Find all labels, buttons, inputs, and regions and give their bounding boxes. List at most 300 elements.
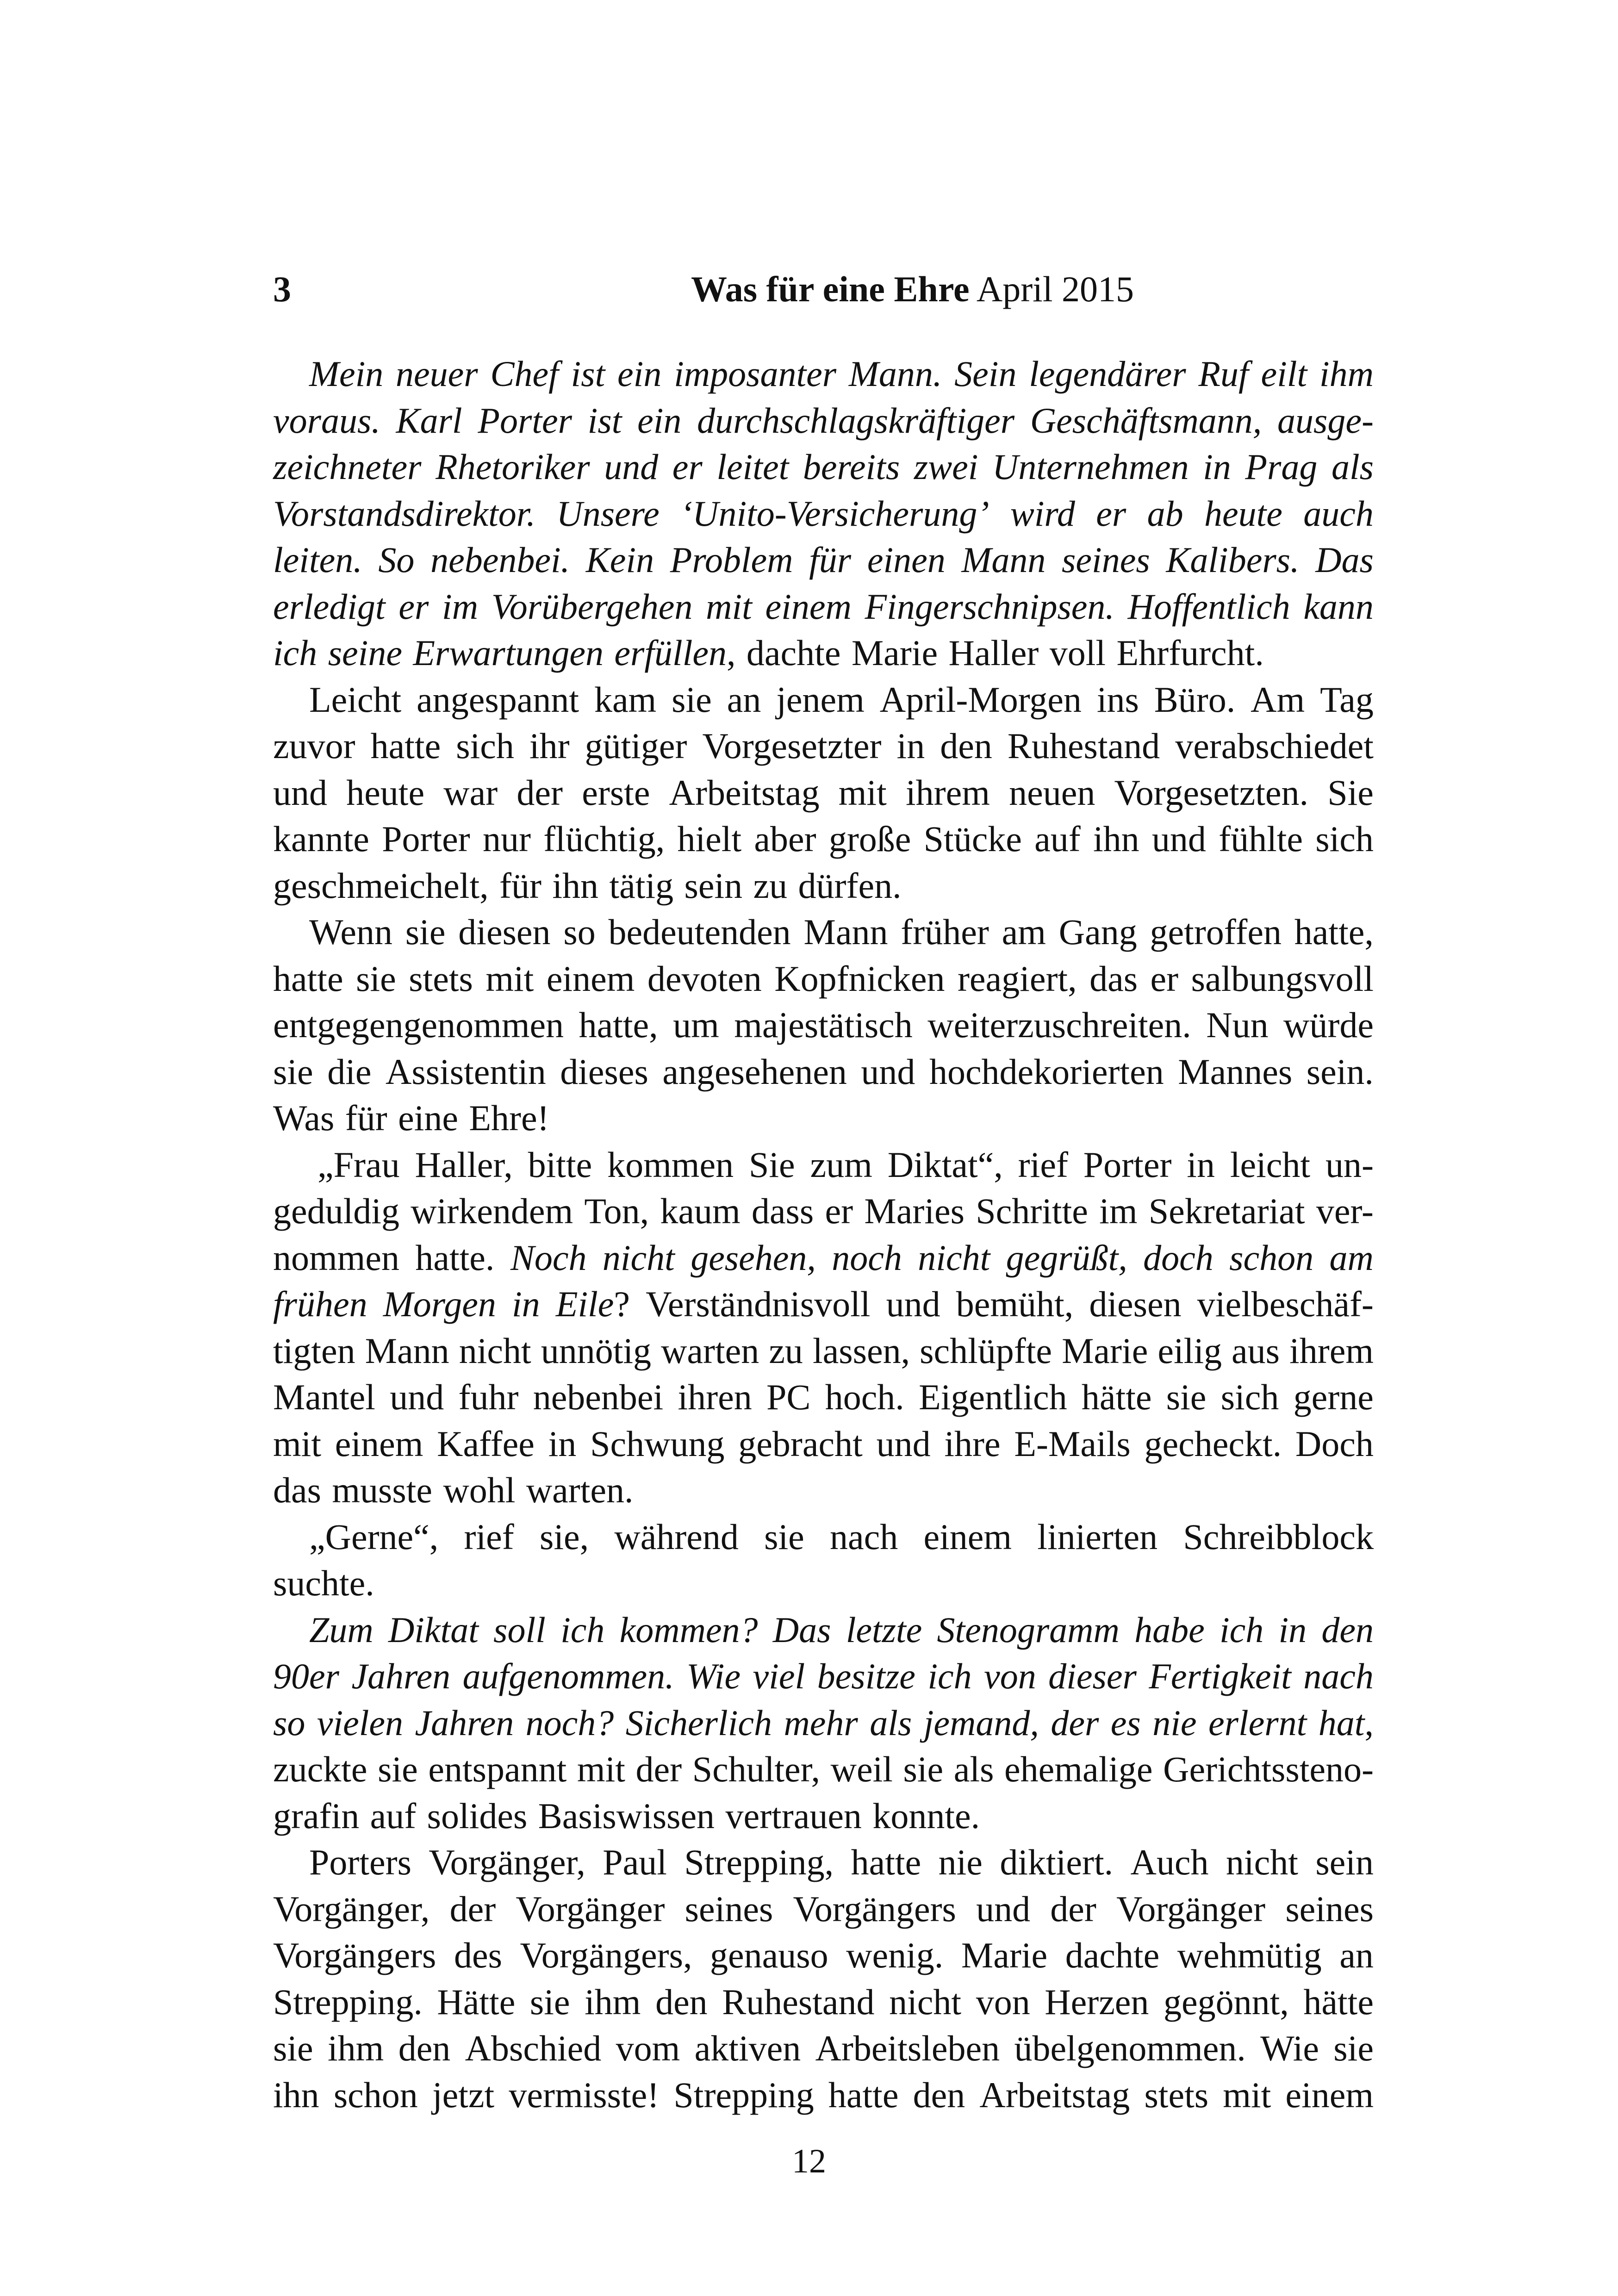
word <box>1245 444 1317 491</box>
word <box>428 1746 566 1793</box>
word <box>1000 1839 1113 1886</box>
word <box>417 677 579 723</box>
word <box>1164 1979 1289 2026</box>
word <box>1030 398 1262 444</box>
italic-text: So <box>378 540 415 580</box>
word <box>669 770 820 816</box>
regular-text: salbungsvoll <box>1191 958 1374 999</box>
regular-text: warten <box>661 1330 759 1371</box>
text-line <box>273 816 1374 863</box>
word <box>493 1607 546 1654</box>
regular-text: hoch. <box>825 1377 904 1417</box>
word <box>1149 1653 1291 1700</box>
word <box>927 1002 1191 1049</box>
regular-text: sie <box>273 1051 313 1092</box>
regular-text: verabschiedet <box>1175 726 1374 766</box>
word <box>798 863 902 909</box>
word <box>1083 1142 1172 1188</box>
word <box>334 2072 418 2119</box>
word <box>684 1839 834 1886</box>
word <box>309 1514 438 1561</box>
word <box>803 444 900 491</box>
regular-text: für <box>345 1098 387 1138</box>
word <box>388 1607 479 1654</box>
italic-text: erfüllen <box>614 633 727 673</box>
text-line <box>273 909 1374 956</box>
word <box>317 1700 403 1747</box>
regular-text: mit <box>577 1749 625 1789</box>
italic-text: jemand, <box>923 1702 1039 1743</box>
regular-text: Sie <box>748 1144 795 1185</box>
word <box>901 909 989 956</box>
text-line <box>273 1839 1374 1886</box>
regular-text: kam <box>594 679 657 720</box>
italic-text: nie <box>1152 1702 1197 1743</box>
word <box>825 1188 853 1235</box>
word <box>579 1002 658 1049</box>
italic-text: Noch <box>510 1237 587 1278</box>
regular-text: tigten <box>273 1330 355 1371</box>
word <box>1089 956 1138 1002</box>
regular-text: genauso <box>710 1935 828 1975</box>
word <box>1187 1142 1215 1188</box>
regular-text: Schwung <box>590 1423 725 1464</box>
regular-text: der <box>1050 1888 1096 1929</box>
word <box>398 1095 458 1142</box>
regular-text: sein. <box>1306 1051 1374 1092</box>
regular-text: hatte <box>273 958 343 999</box>
word <box>1303 491 1374 537</box>
word <box>432 2072 494 2119</box>
regular-text: Schulter, <box>692 1749 821 1789</box>
text-line <box>273 1281 1374 1328</box>
italic-text: kommen? <box>619 1609 758 1650</box>
text-line <box>273 491 1374 537</box>
regular-text: sie <box>672 679 712 720</box>
regular-text: Herzen <box>1045 1981 1149 2022</box>
regular-text: am <box>1002 912 1046 952</box>
word <box>695 2025 801 2072</box>
italic-text: viel <box>753 1656 805 1696</box>
regular-text: gerne <box>1293 1377 1374 1417</box>
italic-text: einen <box>867 540 946 580</box>
italic-text: Das <box>1315 540 1374 580</box>
word <box>328 2025 384 2072</box>
word <box>273 1793 359 1840</box>
word <box>492 584 693 630</box>
regular-text: hochdekorierten <box>929 1051 1164 1092</box>
italic-text: nach <box>1303 1656 1374 1696</box>
word <box>776 677 865 723</box>
regular-text: wehmütig <box>1177 1935 1322 1975</box>
word <box>378 537 414 584</box>
word <box>1149 1188 1305 1235</box>
word <box>813 1328 910 1375</box>
italic-text: nicht <box>602 1237 675 1278</box>
word <box>809 537 851 584</box>
text-line <box>273 351 1374 398</box>
regular-text: Vorgesetzter <box>702 726 882 766</box>
word <box>849 351 942 398</box>
text-line <box>273 2025 1374 2072</box>
word <box>273 1467 321 1514</box>
regular-text: Vorgänger, <box>429 1842 585 1882</box>
regular-text: und <box>390 1377 444 1417</box>
italic-text: ich <box>927 1656 972 1696</box>
italic-text: so <box>273 1702 305 1743</box>
word <box>371 723 441 770</box>
word <box>273 537 362 584</box>
word <box>273 1188 399 1235</box>
word <box>918 1235 990 1282</box>
regular-text: dass <box>751 1191 814 1231</box>
italic-text: imposanter <box>674 354 837 394</box>
regular-text: Verständnisvoll <box>646 1284 871 1324</box>
word <box>766 1374 810 1421</box>
italic-text: Vorstandsdirektor. <box>273 493 535 534</box>
word <box>924 1700 1039 1747</box>
word <box>626 1700 772 1747</box>
word <box>914 444 978 491</box>
word <box>273 1002 564 1049</box>
regular-text: Kaffee <box>437 1423 535 1464</box>
word <box>865 584 1114 630</box>
word <box>954 1746 994 1793</box>
word <box>716 444 789 491</box>
italic-text: am <box>1329 1237 1374 1278</box>
italic-text: in <box>1203 447 1231 487</box>
word <box>913 2072 965 2119</box>
word <box>1096 491 1126 537</box>
word <box>560 1607 604 1654</box>
word <box>1221 1374 1279 1421</box>
word <box>637 398 681 444</box>
word <box>1326 1142 1374 1188</box>
regular-text: hielt <box>677 819 742 859</box>
italic-text: habe <box>1134 1609 1205 1650</box>
regular-text: einem <box>335 1423 423 1464</box>
word <box>992 444 1189 491</box>
regular-text: Gerichtssteno- <box>1163 1749 1374 1789</box>
italic-text: in <box>1278 1609 1307 1650</box>
word <box>1150 909 1282 956</box>
word <box>839 770 887 816</box>
word <box>1006 1235 1127 1282</box>
word <box>927 1653 971 1700</box>
italic-text: und <box>604 447 659 487</box>
regular-text: Strepping. <box>273 1981 423 2022</box>
regular-text: flüchtig, <box>543 819 665 859</box>
regular-text: Paul <box>603 1842 667 1882</box>
word <box>889 1979 961 2026</box>
word <box>528 1142 592 1188</box>
word <box>556 1281 630 1328</box>
regular-text: das <box>273 1470 321 1510</box>
italic-text: erledigt <box>273 586 386 627</box>
word <box>1004 1746 1153 1793</box>
word <box>1226 1839 1298 1886</box>
word <box>1333 2025 1374 2072</box>
word <box>273 1095 334 1142</box>
word <box>616 2025 680 2072</box>
italic-text: Das <box>772 1609 831 1650</box>
regular-text: früher <box>901 912 989 952</box>
regular-text: Haller <box>948 633 1039 673</box>
regular-text: um <box>673 1005 719 1045</box>
regular-text: schon <box>333 2074 418 2115</box>
word <box>906 770 990 816</box>
regular-text: dachte <box>1065 1935 1160 1975</box>
italic-text: Rhetoriker <box>436 447 590 487</box>
regular-text: einem <box>1285 2074 1374 2115</box>
regular-text: weiterzuschreiten. <box>927 1005 1191 1045</box>
word <box>1307 1049 1374 1095</box>
regular-text: Mantel <box>273 1377 375 1417</box>
word <box>1178 1049 1292 1095</box>
regular-text: Vorgesetzten. <box>1114 772 1309 813</box>
regular-text: Vorgängers <box>273 1935 436 1975</box>
regular-text: sie <box>1166 1377 1207 1417</box>
word <box>309 677 401 723</box>
italic-text: für <box>809 540 852 580</box>
word <box>678 816 742 863</box>
word <box>1315 816 1374 863</box>
regular-text: Maries <box>864 1191 965 1231</box>
regular-text: an <box>1339 1935 1374 1975</box>
regular-text: Schritte <box>976 1191 1088 1231</box>
word <box>273 2025 313 2072</box>
word <box>547 956 635 1002</box>
regular-text: weil <box>830 1749 893 1789</box>
word <box>585 1979 641 2026</box>
word <box>1277 398 1374 444</box>
word <box>585 723 687 770</box>
word <box>678 1374 752 1421</box>
regular-text: diesen <box>458 912 551 952</box>
word <box>636 1746 682 1793</box>
word <box>1009 770 1095 816</box>
regular-text: bedeutenden <box>608 912 791 952</box>
word <box>609 863 673 909</box>
word <box>571 351 605 398</box>
regular-text: sich <box>1315 819 1374 859</box>
word <box>436 444 590 491</box>
regular-text: einem <box>546 958 635 999</box>
word <box>345 1095 387 1142</box>
regular-text: getroffen <box>1150 912 1282 952</box>
italic-text: ausge- <box>1277 400 1374 441</box>
regular-text: hatte <box>828 2074 899 2115</box>
italic-text: Kein <box>585 540 654 580</box>
regular-text: mit <box>838 772 887 813</box>
word <box>691 1235 816 1282</box>
italic-text: ich <box>1219 1609 1264 1650</box>
italic-text: heute <box>1204 493 1282 534</box>
regular-text: PC <box>766 1377 811 1417</box>
regular-text: hätte <box>1081 1377 1152 1417</box>
regular-text: zu <box>769 1330 803 1371</box>
regular-text: den <box>913 2074 965 2115</box>
regular-text: und <box>273 772 327 813</box>
word <box>556 491 659 537</box>
regular-text: hatte, <box>579 1005 658 1045</box>
italic-text: Vorübergehen <box>491 586 693 627</box>
italic-text: ein <box>637 400 682 441</box>
italic-text: Porter <box>478 400 572 441</box>
chapter-header <box>273 261 1351 317</box>
word <box>672 677 712 723</box>
word <box>1018 1142 1068 1188</box>
text-line <box>273 770 1374 816</box>
italic-text: nicht <box>918 1237 990 1278</box>
italic-text: Eile <box>555 1284 614 1324</box>
word <box>852 630 938 677</box>
word <box>655 1979 708 2026</box>
regular-text: Diktat“, <box>887 1144 1003 1185</box>
word <box>753 863 788 909</box>
regular-text: eilig <box>1157 1330 1222 1371</box>
italic-text: der <box>1051 1702 1099 1743</box>
regular-text: gütiger <box>585 726 687 766</box>
word <box>1315 537 1374 584</box>
text-line <box>273 1700 1374 1747</box>
word <box>877 1421 931 1468</box>
regular-text: aus <box>1232 1330 1280 1371</box>
word <box>804 909 888 956</box>
word <box>582 770 650 816</box>
regular-text: angesehenen <box>662 1051 847 1092</box>
word <box>548 1421 577 1468</box>
word <box>680 491 989 537</box>
word <box>405 909 446 956</box>
word <box>710 1932 828 1979</box>
text-line <box>273 1049 1374 1095</box>
word <box>1166 1374 1207 1421</box>
italic-text: Sein <box>954 354 1017 394</box>
regular-text: gecheckt. <box>1144 1423 1282 1464</box>
word <box>1220 1607 1263 1654</box>
word <box>738 1421 863 1468</box>
regular-text: nebenbei <box>533 1377 664 1417</box>
italic-text: aufgenommen. <box>462 1656 674 1696</box>
word <box>754 816 816 863</box>
word <box>273 1979 423 2026</box>
regular-text: Strepping <box>673 2074 814 2115</box>
word <box>920 1328 1052 1375</box>
regular-text: Porters <box>309 1842 411 1882</box>
word <box>1294 909 1374 956</box>
italic-text: durchschlagskräftiger <box>697 400 1015 441</box>
regular-text: Wenn <box>309 912 392 952</box>
word <box>378 1746 418 1793</box>
word <box>1029 351 1186 398</box>
word <box>617 351 661 398</box>
word <box>1116 1886 1265 1933</box>
regular-text: Marie <box>961 1935 1048 1975</box>
word <box>273 1281 367 1328</box>
word <box>483 816 531 863</box>
regular-text: vom <box>616 2028 680 2068</box>
word <box>443 1467 515 1514</box>
word <box>273 1374 375 1421</box>
italic-text: Mann <box>961 540 1046 580</box>
regular-text: ihrem <box>1289 1330 1374 1371</box>
regular-text: „Gerne“, <box>309 1516 439 1557</box>
italic-text: dieser <box>1048 1656 1137 1696</box>
regular-text: zuvor <box>273 726 355 766</box>
word <box>937 1607 1120 1654</box>
regular-text: sich <box>1220 1377 1279 1417</box>
italic-text: gegrüßt, <box>1006 1237 1127 1278</box>
word <box>415 1142 512 1188</box>
word <box>356 956 396 1002</box>
word <box>1093 816 1139 863</box>
word <box>328 630 402 677</box>
word <box>520 1932 692 1979</box>
word <box>382 816 470 863</box>
word <box>831 1746 893 1793</box>
italic-text: in <box>512 1284 540 1324</box>
word <box>1289 1328 1374 1375</box>
italic-text: Unsere <box>556 493 660 534</box>
word <box>976 1188 1088 1235</box>
word <box>273 1560 374 1607</box>
regular-text: aber <box>754 819 816 859</box>
regular-text: suchte. <box>273 1563 374 1603</box>
italic-text: Mein <box>309 354 384 394</box>
word <box>365 1328 449 1375</box>
italic-text: Morgen <box>383 1284 496 1324</box>
italic-text: mit <box>706 586 752 627</box>
word <box>332 1467 432 1514</box>
word <box>1014 2025 1245 2072</box>
regular-text: vertrauen <box>725 1795 862 1836</box>
word <box>478 398 572 444</box>
regular-text: große <box>828 819 911 859</box>
word <box>351 1653 450 1700</box>
text-line <box>273 1188 1374 1235</box>
italic-text: ist <box>571 354 605 394</box>
italic-text: Sicherlich <box>625 1702 772 1743</box>
word <box>1285 2072 1374 2119</box>
chapter-title: Was für eine Ehre <box>691 269 970 309</box>
italic-text: hat <box>1318 1702 1365 1743</box>
italic-text: ist <box>587 400 622 441</box>
regular-text: Leicht <box>309 679 402 720</box>
text-line <box>273 1235 1374 1282</box>
word <box>463 1653 674 1700</box>
word <box>924 816 1022 863</box>
regular-text: die <box>327 1051 372 1092</box>
word <box>273 2072 319 2119</box>
regular-text: seines <box>685 1888 773 1929</box>
word <box>727 677 761 723</box>
italic-text: gesehen, <box>691 1237 816 1278</box>
regular-text: Vorgängers <box>793 1888 956 1929</box>
regular-text: Vorgängers, <box>520 1935 692 1975</box>
word <box>540 1514 589 1561</box>
word <box>533 1374 664 1421</box>
regular-text: warten. <box>526 1470 634 1510</box>
regular-text: dachte <box>746 633 841 673</box>
italic-text: Stenogramm <box>937 1609 1120 1650</box>
italic-text: Geschäftsmann, <box>1030 400 1262 441</box>
word <box>411 1188 573 1235</box>
word <box>273 491 535 537</box>
italic-text: als <box>870 1702 912 1743</box>
word <box>867 537 946 584</box>
text-line <box>273 444 1374 491</box>
